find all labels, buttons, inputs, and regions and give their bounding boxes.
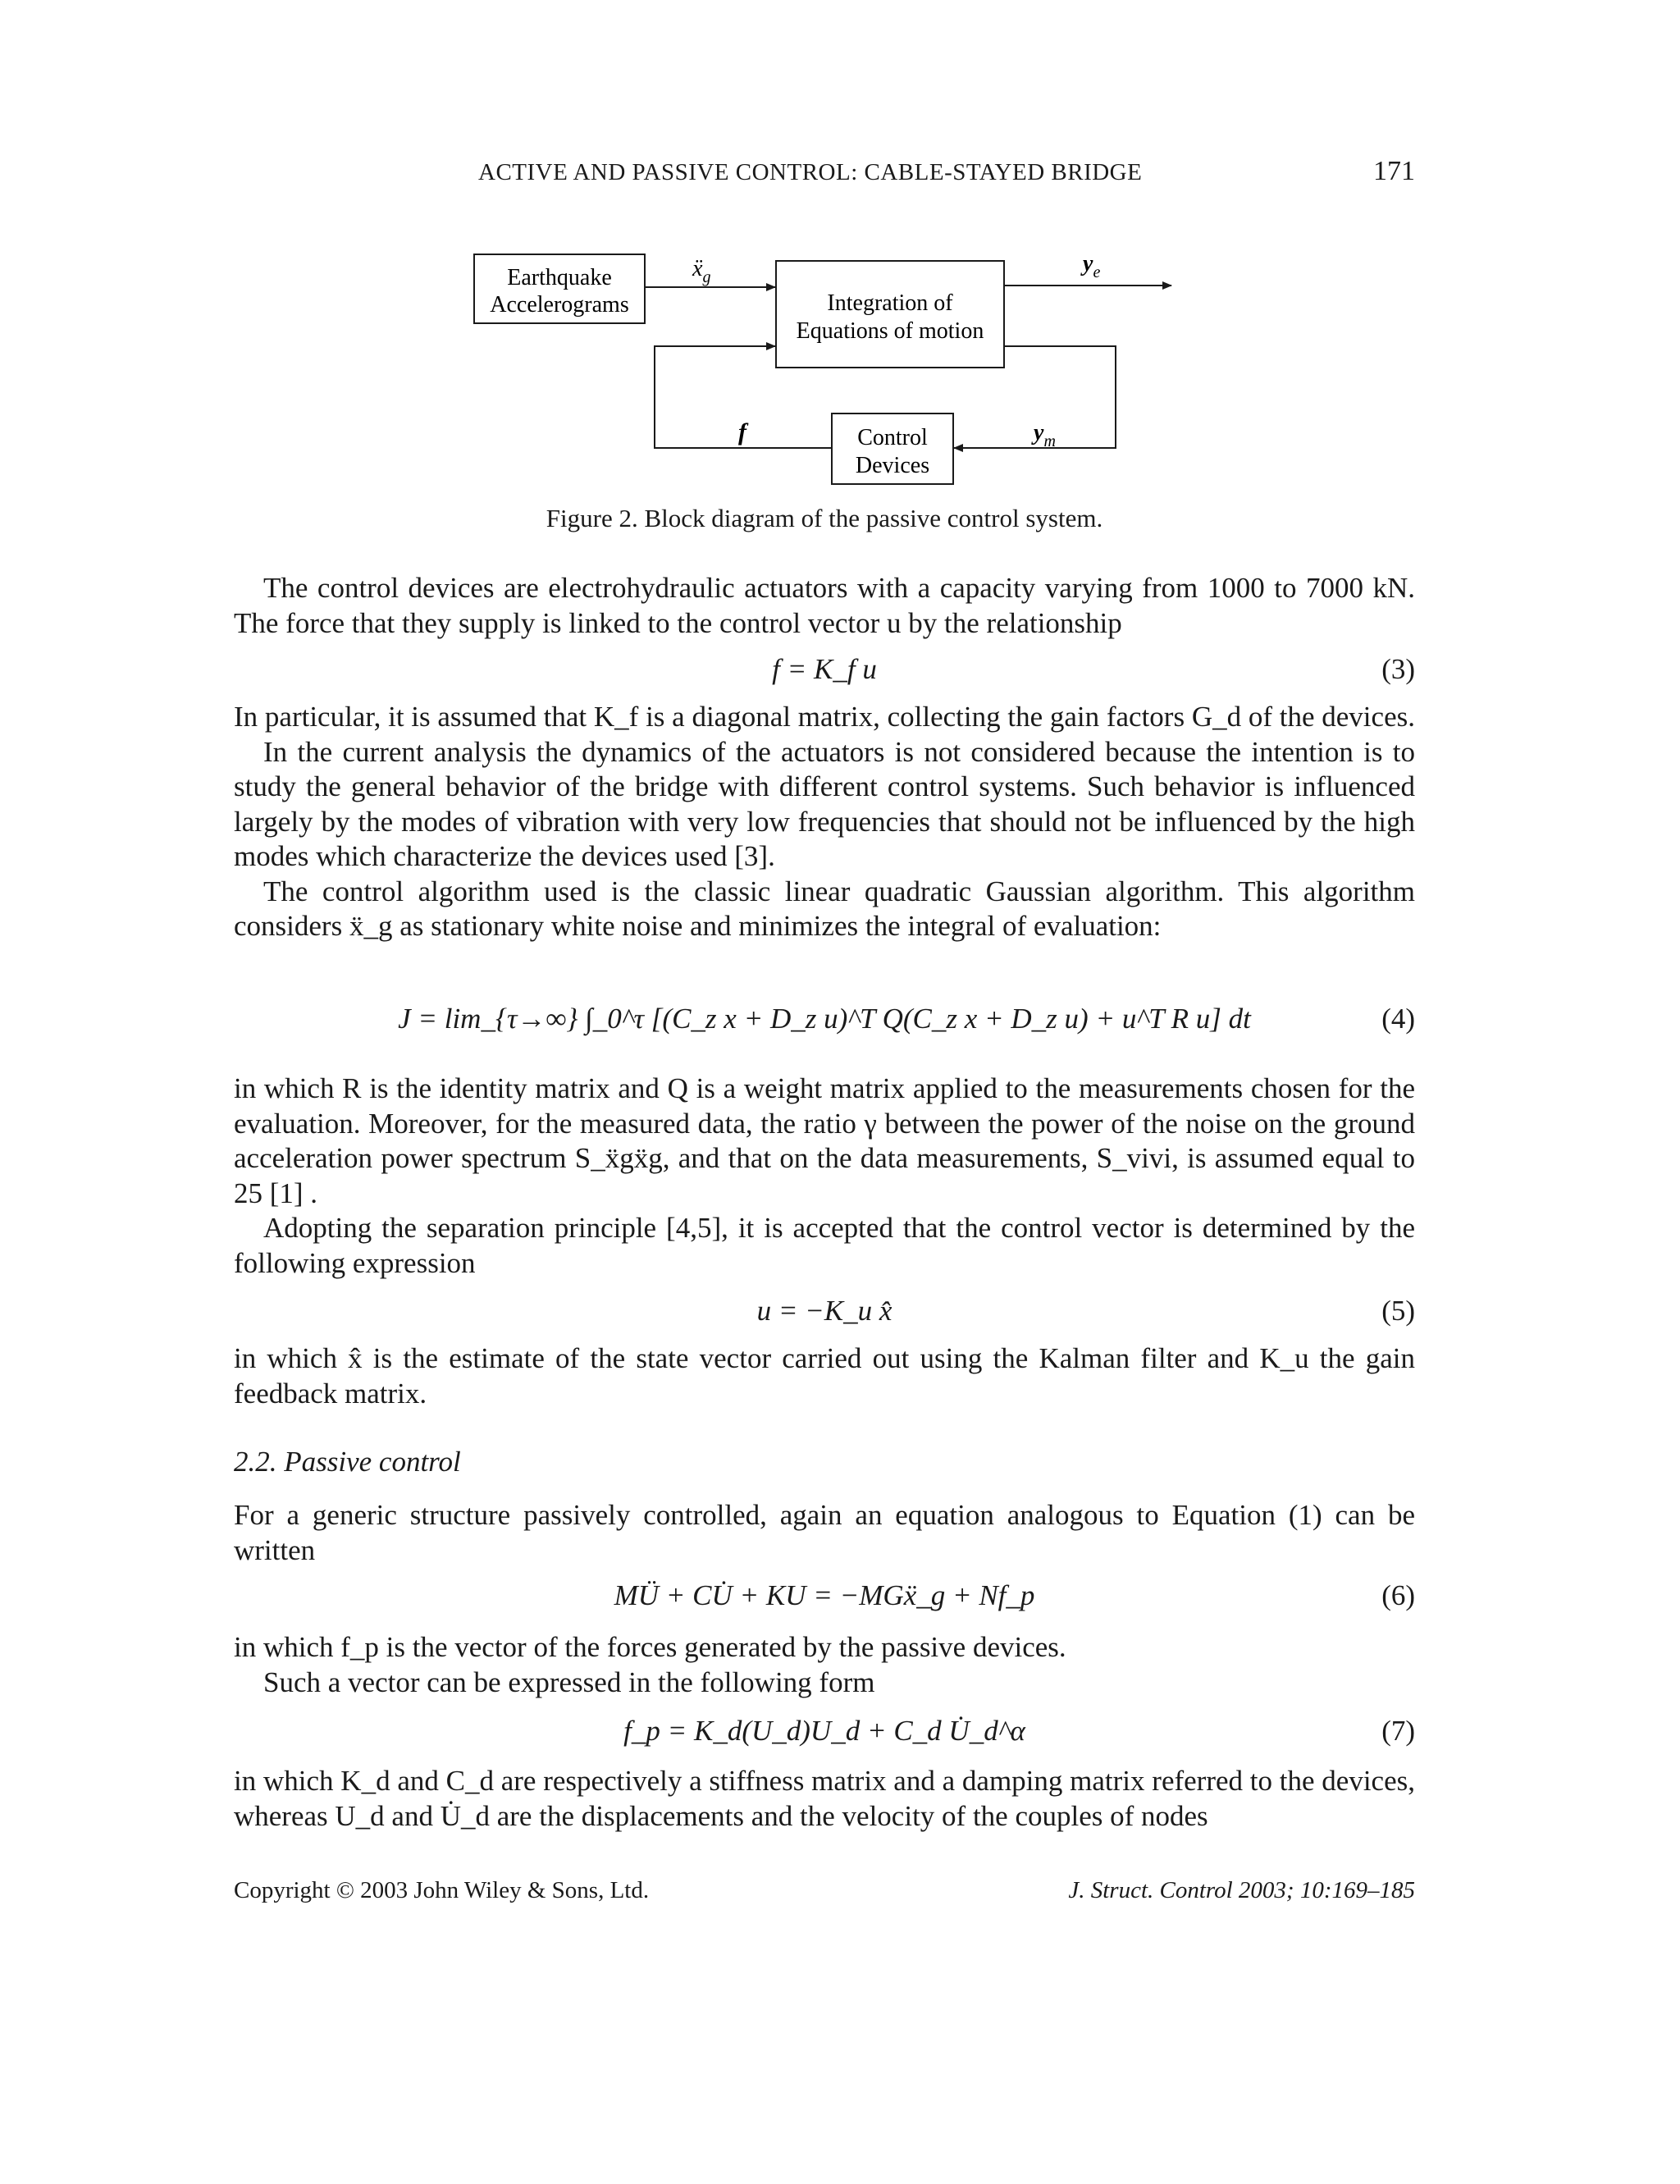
subsection-heading: 2.2. Passive control — [234, 1446, 461, 1478]
paragraph-1 — [234, 571, 1415, 641]
equation-6 — [234, 1579, 1415, 1620]
figure-caption: Figure 2. Block diagram of the passive control system. — [546, 504, 1103, 532]
equation-7-number: (7) — [1381, 1715, 1415, 1747]
page-number: 171 — [1373, 156, 1415, 186]
paragraph-8 — [234, 1498, 1415, 1568]
paragraph-5: in which R is the identity matrix and Q is a weight matrix applied to the measurements chosen for the evaluation. Moreover, for the measured data, the ratio γ between the power of the noise on the ground acceleration power spectrum S_ẍgẍg, and that on the data measurements, S_vivi, is assumed equal to 25 [1] . — [234, 1072, 1415, 1209]
accelerograms-label-2: Accelerograms — [490, 292, 629, 318]
running-header — [234, 156, 1415, 197]
paragraph-10: Such a vector can be expressed in the following form — [263, 1665, 875, 1698]
paragraph-11 — [234, 1764, 1415, 1834]
equation-3-formula: f = K_f u — [772, 653, 877, 685]
paragraph-3: In the current analysis the dynamics of the actuators is not considered because the intention is to study the general behavior of the bridge with different control systems. Such behavior is influenced largely by the modes of vibration with very low frequencies that should not be influenced by the high modes which characterize the devices used [3]. — [234, 735, 1415, 872]
equation-3 — [234, 653, 1415, 694]
equation-6-number: (6) — [1381, 1579, 1415, 1611]
equation-5-number: (5) — [1381, 1295, 1415, 1327]
paragraph-2: In particular, it is assumed that K_f is a diagonal matrix, collecting the gain factors G_d of the devices. — [234, 701, 1415, 733]
ym-label: $y_m$ — [1034, 420, 1056, 450]
paragraph-7-text: in which x̂ is the estimate of the state vector carried out using the Kalman filter and K_u the gain feedback matrix. — [234, 1342, 1415, 1410]
integration-label-2: Equations of motion — [796, 318, 984, 344]
block-diagram-figure — [459, 246, 1198, 509]
running-title: ACTIVE AND PASSIVE CONTROL: CABLE-STAYED BRIDGE — [478, 159, 1143, 185]
paragraph-4: The control algorithm used is the classic linear quadratic Gaussian algorithm. This algorithm considers ẍ_g as stationary white noise and minimizes the integral of evaluation: — [234, 875, 1415, 942]
journal-citation: J. Struct. Control 2003; 10:169–185 — [1068, 1877, 1415, 1903]
paragraph-6: Adopting the separation principle [4,5], it is accepted that the control vector is determined by the following expression — [234, 1212, 1415, 1279]
paragraphs-5-6 — [234, 1071, 1415, 1281]
paragraph-8-text: For a generic structure passively controlled, again an equation analogous to Equation (1) can be written — [234, 1499, 1415, 1566]
equation-7-formula: f_p = K_d(U_d)U_d + C_d U̇_d^α — [623, 1715, 1025, 1747]
equation-5 — [234, 1295, 1415, 1336]
ye-label: $y_e$ — [1083, 251, 1101, 281]
paragraph-9: in which f_p is the vector of the forces generated by the passive devices. — [234, 1631, 1066, 1663]
control-label-1: Control — [857, 425, 928, 450]
paragraph-7 — [234, 1341, 1415, 1411]
paragraph-1-text: The control devices are electrohydraulic actuators with a capacity varying from 1000 to 7000 kN. The force that they supply is linked to the control vector u by the relationship — [234, 572, 1415, 639]
paragraph-11-text: in which K_d and C_d are respectively a stiffness matrix and a damping matrix referred to the devices, whereas U_d and U̇_d are the displacements and the velocity of the couples of nodes — [234, 1765, 1415, 1832]
equation-4-formula: J = lim_{τ→∞} ∫_0^τ [(C_z x + D_z u)^T Q(C_z x + D_z u) + u^T R u] dt — [398, 1003, 1251, 1035]
integration-label-1: Integration of — [827, 290, 953, 316]
control-label-2: Devices — [855, 453, 930, 478]
equation-5-formula: u = −K_u x̂ — [756, 1295, 892, 1327]
equation-7 — [234, 1715, 1415, 1756]
equation-3-number: (3) — [1381, 653, 1415, 685]
paragraphs-9-10 — [234, 1630, 1415, 1700]
xg-label: ẍ$_g$ — [692, 256, 711, 286]
block-diagram — [459, 246, 1198, 509]
paragraphs-2-4 — [234, 700, 1415, 944]
f-label: f — [738, 418, 746, 445]
equation-4 — [234, 1003, 1415, 1044]
equation-4-number: (4) — [1381, 1003, 1415, 1035]
accelerograms-label-1: Earthquake — [507, 265, 612, 290]
copyright: Copyright © 2003 John Wiley & Sons, Ltd. — [234, 1877, 650, 1903]
equation-6-formula: MÜ + CU̇ + KU = −MGẍ_g + Nf_p — [614, 1579, 1035, 1611]
